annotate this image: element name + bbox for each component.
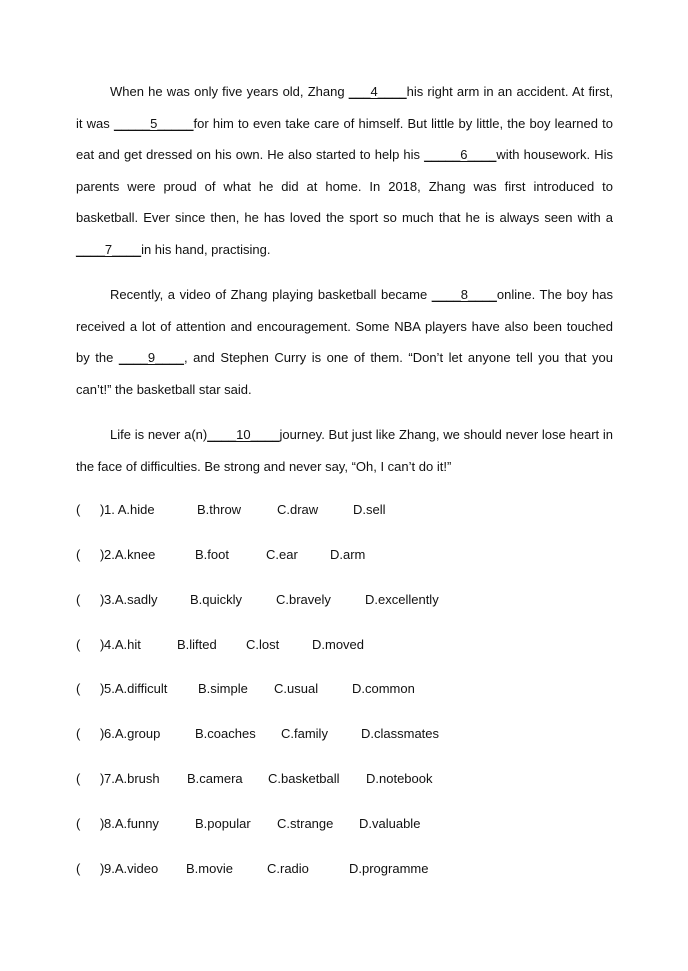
option-b: B.throw bbox=[197, 502, 242, 517]
answer-paren-open[interactable]: ( bbox=[76, 816, 81, 831]
option-c: C.bravely bbox=[276, 592, 331, 607]
option-d: D.moved bbox=[312, 637, 365, 652]
passage-text: Recently, a video of Zhang playing basketball became bbox=[110, 287, 432, 302]
answer-paren-open[interactable]: ( bbox=[76, 681, 81, 696]
option-d: D.programme bbox=[349, 861, 429, 876]
blank-4: ___4____ bbox=[348, 84, 407, 99]
option-a: 1. A.hide bbox=[104, 502, 155, 517]
option-b: B.foot bbox=[195, 547, 229, 562]
option-d: D.classmates bbox=[361, 726, 440, 741]
passage-text: in his hand, practising. bbox=[141, 241, 271, 257]
option-a: 8.A.funny bbox=[104, 816, 159, 831]
answer-paren-close: ) bbox=[100, 816, 105, 831]
option-a: 5.A.difficult bbox=[104, 681, 168, 696]
option-c: C.draw bbox=[277, 502, 319, 517]
blank-6: _____6____ bbox=[424, 147, 497, 163]
passage-paragraph-2 bbox=[76, 279, 613, 405]
option-d: D.notebook bbox=[366, 771, 433, 786]
option-c: C.ear bbox=[266, 547, 298, 562]
passage-text: journey. But just like Zhang, we should never lose heart in the face of difficulties. Be strong and never say, “Oh, I can’t do it!” bbox=[76, 427, 613, 474]
option-c: C.strange bbox=[277, 816, 334, 831]
blank-9: ____9____ bbox=[118, 350, 184, 366]
option-d: D.arm bbox=[330, 547, 366, 562]
answer-paren-open[interactable]: ( bbox=[76, 592, 81, 607]
option-c: C.basketball bbox=[268, 771, 340, 786]
passage-paragraph-1 bbox=[76, 76, 613, 266]
option-a: 2.A.knee bbox=[104, 547, 156, 562]
option-b: B.coaches bbox=[195, 726, 256, 741]
passage-text: When he was only five years old, Zhang bbox=[110, 84, 349, 99]
answer-paren-close: ) bbox=[100, 592, 105, 607]
answer-paren-close: ) bbox=[100, 502, 105, 517]
option-d: D.valuable bbox=[359, 816, 421, 831]
passage-text: Life is never a(n) bbox=[110, 427, 208, 442]
passage-paragraph-3 bbox=[76, 419, 613, 482]
answer-paren-close: ) bbox=[100, 861, 105, 876]
passage-text: online. The boy has received a lot of attention and encouragement. Some NBA players have also been touched by the bbox=[76, 287, 613, 366]
option-a: 7.A.brush bbox=[104, 771, 160, 786]
answer-paren-open[interactable]: ( bbox=[76, 547, 81, 562]
option-c: C.radio bbox=[267, 861, 309, 876]
option-b: B.camera bbox=[187, 771, 243, 786]
option-b: B.popular bbox=[195, 816, 251, 831]
blank-8: ____8____ bbox=[431, 287, 497, 302]
answer-paren-open[interactable]: ( bbox=[76, 771, 81, 786]
answer-paren-open[interactable]: ( bbox=[76, 861, 81, 876]
answer-paren-close: ) bbox=[100, 771, 105, 786]
answer-paren-open[interactable]: ( bbox=[76, 637, 81, 652]
option-a: 9.A.video bbox=[104, 861, 159, 876]
passage-text: his right arm in an accident. At first, it was bbox=[76, 84, 613, 131]
answer-paren-close: ) bbox=[100, 547, 105, 562]
option-c: C.family bbox=[281, 726, 328, 741]
answer-paren-close: ) bbox=[100, 681, 105, 696]
option-c: C.lost bbox=[246, 637, 280, 652]
answer-paren-open[interactable]: ( bbox=[76, 726, 81, 741]
option-d: D.common bbox=[352, 681, 415, 696]
passage-text: with housework. His parents were proud of what he did at home. In 2018, Zhang was first introduced to basketball. Ever since then, he has loved the sport so much that he is always seen with a bbox=[76, 147, 613, 226]
blank-5: _____5_____ bbox=[113, 115, 194, 131]
answer-paren-close: ) bbox=[100, 726, 105, 741]
option-a: 3.A.sadly bbox=[104, 592, 158, 607]
option-b: B.movie bbox=[186, 861, 233, 876]
option-b: B.quickly bbox=[190, 592, 243, 607]
option-d: D.excellently bbox=[365, 592, 439, 607]
option-d: D.sell bbox=[353, 502, 386, 517]
option-c: C.usual bbox=[274, 681, 319, 696]
answer-paren-close: ) bbox=[100, 637, 105, 652]
passage-text: , and Stephen Curry is one of them. “Don’t let anyone tell you that you can’t!” the basketball star said. bbox=[76, 350, 613, 397]
blank-10: ____10____ bbox=[207, 427, 280, 442]
answer-paren-open[interactable]: ( bbox=[76, 502, 81, 517]
option-a: 6.A.group bbox=[104, 726, 161, 741]
passage-text: for him to even take care of himself. But little by little, the boy learned to eat and get dressed on his own. He also started to help his bbox=[76, 115, 614, 163]
option-b: B.simple bbox=[198, 681, 248, 696]
option-b: B.lifted bbox=[177, 637, 217, 652]
option-a: 4.A.hit bbox=[104, 637, 141, 652]
blank-7: ____7____ bbox=[76, 241, 142, 257]
